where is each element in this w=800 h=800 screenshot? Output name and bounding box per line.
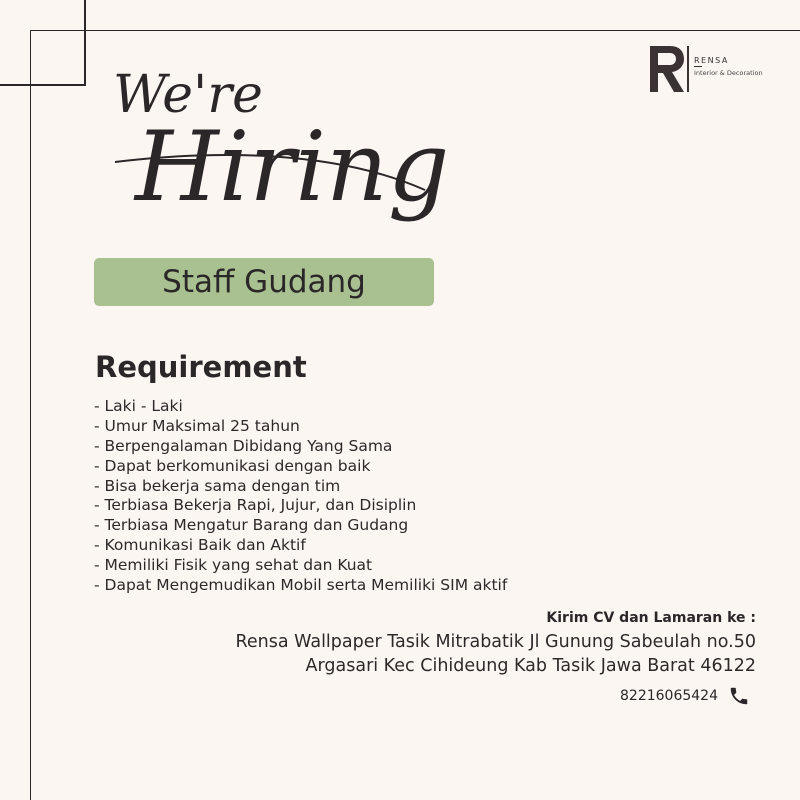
list-item: - Laki - Laki <box>94 397 183 415</box>
list-item: - Terbiasa Mengatur Barang dan Gudang <box>94 516 409 535</box>
address-line-1: Rensa Wallpaper Tasik Mitrabatik Jl Gunung Sabeulah no.50 <box>235 632 756 652</box>
headline-line2: Hiring <box>135 111 450 223</box>
phone-number: 82216065424 <box>620 688 718 704</box>
contact-phone-row <box>620 684 750 708</box>
contact-heading: Kirim CV dan Lamaran ke : <box>546 610 756 626</box>
frame-left-line <box>30 30 31 800</box>
brand-logo <box>650 44 770 96</box>
address-line-2: Argasari Kec Cihideung Kab Tasik Jawa Barat 46122 <box>305 656 756 676</box>
position-badge: Staff Gudang <box>94 258 434 306</box>
brand-rule <box>694 66 702 67</box>
list-item: - Umur Maksimal 25 tahun <box>94 416 300 435</box>
list-item: - Memiliki Fisik yang sehat dan Kuat <box>94 556 373 575</box>
list-item: - Berpengalaman Dibidang Yang Sama <box>94 436 393 455</box>
phone-icon <box>728 685 750 707</box>
headline-line1: We're <box>113 65 263 125</box>
frame-top-line <box>30 30 800 31</box>
list-item: - Dapat Mengemudikan Mobil serta Memiliki SIM aktif <box>94 576 508 595</box>
list-item: - Dapat berkomunikasi dengan baik <box>94 456 371 475</box>
contact-address <box>236 630 756 678</box>
requirements-heading: Requirement <box>95 350 307 384</box>
hiring-headline <box>95 50 455 250</box>
list-item: - Bisa bekerja sama dengan tim <box>94 476 341 495</box>
frame-corner-vertical <box>84 0 86 86</box>
requirements-list <box>94 397 507 596</box>
list-item: - Terbiasa Bekerja Rapi, Jujur, dan Disiplin <box>94 496 417 515</box>
brand-name: RENSA <box>694 56 729 65</box>
brand-tagline: Interior & Decoration <box>694 69 763 77</box>
logo-mark <box>650 44 690 94</box>
list-item: - Komunikasi Baik dan Aktif <box>94 536 306 555</box>
frame-corner-horizontal <box>0 84 86 86</box>
